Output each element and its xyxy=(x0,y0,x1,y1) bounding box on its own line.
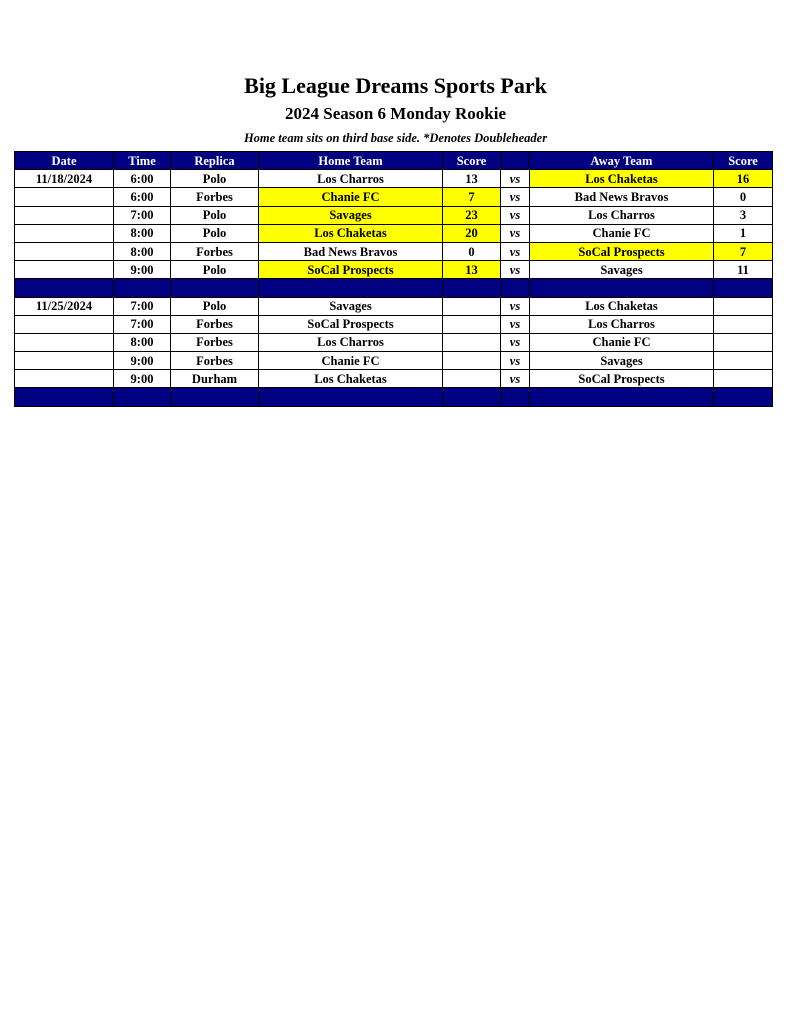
separator-cell xyxy=(501,279,530,297)
away-team-cell: SoCal Prospects xyxy=(530,242,714,260)
time-cell: 8:00 xyxy=(114,224,171,242)
col-home-team: Home Team xyxy=(259,152,443,170)
home-team-cell: Chanie FC xyxy=(259,188,443,206)
away-score-cell: 3 xyxy=(714,206,773,224)
date-cell xyxy=(15,242,114,260)
home-score-cell: 0 xyxy=(443,242,501,260)
replica-cell: Forbes xyxy=(171,352,259,370)
home-score-cell xyxy=(443,333,501,351)
time-cell: 6:00 xyxy=(114,188,171,206)
home-score-cell xyxy=(443,315,501,333)
page-note: Home team sits on third base side. *Denotes Doubleheader xyxy=(243,131,548,145)
col-away-score: Score xyxy=(714,152,773,170)
col-time: Time xyxy=(114,152,171,170)
col-date: Date xyxy=(15,152,114,170)
away-score-cell: 11 xyxy=(714,261,773,279)
separator-cell xyxy=(171,279,259,297)
separator-cell xyxy=(259,388,443,406)
time-cell: 9:00 xyxy=(114,352,171,370)
date-cell xyxy=(15,333,114,351)
replica-cell: Polo xyxy=(171,170,259,188)
separator-cell xyxy=(15,279,114,297)
away-team-cell: Los Chaketas xyxy=(530,170,714,188)
schedule-body xyxy=(15,170,773,406)
date-cell: 11/25/2024 xyxy=(15,297,114,315)
date-cell xyxy=(15,206,114,224)
separator-cell xyxy=(714,388,773,406)
home-team-cell: SoCal Prospects xyxy=(259,315,443,333)
away-score-cell xyxy=(714,315,773,333)
week-separator-row xyxy=(15,279,773,297)
separator-cell xyxy=(443,279,501,297)
time-cell: 8:00 xyxy=(114,242,171,260)
replica-cell: Forbes xyxy=(171,242,259,260)
away-score-cell: 16 xyxy=(714,170,773,188)
time-cell: 9:00 xyxy=(114,261,171,279)
home-score-cell xyxy=(443,297,501,315)
table-row xyxy=(15,333,773,351)
table-row xyxy=(15,170,773,188)
vs-cell: vs xyxy=(501,261,530,279)
time-cell: 7:00 xyxy=(114,206,171,224)
away-team-cell: Chanie FC xyxy=(530,333,714,351)
table-row xyxy=(15,206,773,224)
date-cell xyxy=(15,224,114,242)
col-home-score: Score xyxy=(443,152,501,170)
separator-cell xyxy=(501,388,530,406)
separator-cell xyxy=(171,388,259,406)
home-team-cell: SoCal Prospects xyxy=(259,261,443,279)
home-team-cell: Savages xyxy=(259,297,443,315)
home-team-cell: Los Charros xyxy=(259,333,443,351)
separator-cell xyxy=(443,388,501,406)
vs-cell: vs xyxy=(501,297,530,315)
separator-cell xyxy=(114,279,171,297)
replica-cell: Forbes xyxy=(171,188,259,206)
separator-cell xyxy=(15,388,114,406)
table-row xyxy=(15,297,773,315)
separator-cell xyxy=(714,279,773,297)
away-score-cell: 7 xyxy=(714,242,773,260)
vs-cell: vs xyxy=(501,206,530,224)
replica-cell: Durham xyxy=(171,370,259,388)
replica-cell: Polo xyxy=(171,206,259,224)
home-score-cell xyxy=(443,370,501,388)
replica-cell: Forbes xyxy=(171,315,259,333)
time-cell: 7:00 xyxy=(114,297,171,315)
vs-cell: vs xyxy=(501,188,530,206)
date-cell xyxy=(15,352,114,370)
home-team-cell: Los Chaketas xyxy=(259,370,443,388)
separator-cell xyxy=(530,279,714,297)
table-row xyxy=(15,224,773,242)
away-team-cell: Chanie FC xyxy=(530,224,714,242)
col-away-team: Away Team xyxy=(530,152,714,170)
replica-cell: Polo xyxy=(171,261,259,279)
away-score-cell xyxy=(714,333,773,351)
home-team-cell: Bad News Bravos xyxy=(259,242,443,260)
date-cell: 11/18/2024 xyxy=(15,170,114,188)
home-score-cell: 7 xyxy=(443,188,501,206)
home-team-cell: Chanie FC xyxy=(259,352,443,370)
home-team-cell: Savages xyxy=(259,206,443,224)
away-team-cell: Savages xyxy=(530,261,714,279)
page-subtitle: 2024 Season 6 Monday Rookie xyxy=(284,104,507,123)
home-score-cell: 13 xyxy=(443,261,501,279)
replica-cell: Polo xyxy=(171,224,259,242)
col-vs xyxy=(501,152,530,170)
home-score-cell: 13 xyxy=(443,170,501,188)
separator-cell xyxy=(530,388,714,406)
table-row xyxy=(15,261,773,279)
away-team-cell: Los Charros xyxy=(530,206,714,224)
date-cell xyxy=(15,188,114,206)
away-score-cell: 1 xyxy=(714,224,773,242)
time-cell: 6:00 xyxy=(114,170,171,188)
page-title: Big League Dreams Sports Park xyxy=(244,73,547,98)
away-team-cell: Los Chaketas xyxy=(530,297,714,315)
time-cell: 9:00 xyxy=(114,370,171,388)
table-row xyxy=(15,188,773,206)
header-row xyxy=(15,152,773,170)
away-score-cell xyxy=(714,352,773,370)
vs-cell: vs xyxy=(501,242,530,260)
home-team-cell: Los Charros xyxy=(259,170,443,188)
week-separator-row xyxy=(15,388,773,406)
schedule-table xyxy=(14,151,773,407)
table-row xyxy=(15,242,773,260)
replica-cell: Forbes xyxy=(171,333,259,351)
replica-cell: Polo xyxy=(171,297,259,315)
date-cell xyxy=(15,315,114,333)
away-score-cell xyxy=(714,297,773,315)
vs-cell: vs xyxy=(501,170,530,188)
table-row xyxy=(15,315,773,333)
away-score-cell: 0 xyxy=(714,188,773,206)
table-row xyxy=(15,370,773,388)
vs-cell: vs xyxy=(501,224,530,242)
time-cell: 7:00 xyxy=(114,315,171,333)
date-cell xyxy=(15,261,114,279)
table-row xyxy=(15,352,773,370)
vs-cell: vs xyxy=(501,315,530,333)
separator-cell xyxy=(259,279,443,297)
separator-cell xyxy=(114,388,171,406)
away-score-cell xyxy=(714,370,773,388)
away-team-cell: Los Charros xyxy=(530,315,714,333)
away-team-cell: Savages xyxy=(530,352,714,370)
away-team-cell: Bad News Bravos xyxy=(530,188,714,206)
home-score-cell: 23 xyxy=(443,206,501,224)
vs-cell: vs xyxy=(501,370,530,388)
vs-cell: vs xyxy=(501,352,530,370)
away-team-cell: SoCal Prospects xyxy=(530,370,714,388)
time-cell: 8:00 xyxy=(114,333,171,351)
vs-cell: vs xyxy=(501,333,530,351)
home-score-cell xyxy=(443,352,501,370)
home-team-cell: Los Chaketas xyxy=(259,224,443,242)
home-score-cell: 20 xyxy=(443,224,501,242)
date-cell xyxy=(15,370,114,388)
col-replica: Replica xyxy=(171,152,259,170)
